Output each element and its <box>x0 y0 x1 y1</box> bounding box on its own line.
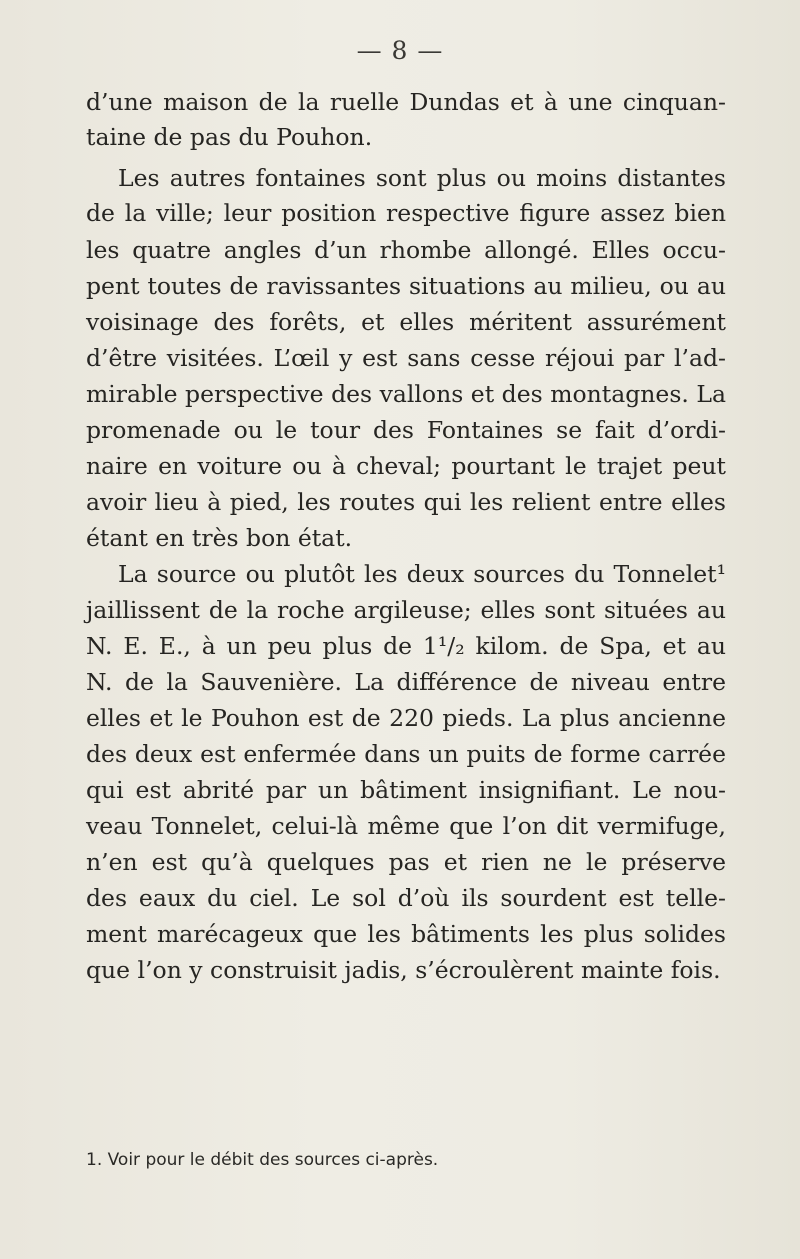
text-line: La source ou plutôt les deux sources du Tonnelet¹ <box>118 560 726 588</box>
text-line: les quatre angles d’un rhombe allongé. Elles occu- <box>86 236 726 264</box>
text-line: elles et le Pouhon est de 220 pieds. La plus ancienne <box>86 704 726 732</box>
text-line: des eaux du ciel. Le sol d’où ils sourdent est telle- <box>86 884 726 912</box>
text-line: avoir lieu à pied, les routes qui les relient entre elles <box>86 488 726 516</box>
footnote: 1. Voir pour le débit des sources ci-après. <box>86 1150 439 1170</box>
text-line: N. de la Sauvenière. La différence de niveau entre <box>86 668 726 696</box>
text-line: Les autres fontaines sont plus ou moins distantes <box>118 164 726 192</box>
text-line: d’être visitées. L’œil y est sans cesse réjoui par l’ad- <box>86 344 726 372</box>
text-line: n’en est qu’à quelques pas et rien ne le préserve <box>86 848 726 876</box>
text-line: que l’on y construisit jadis, s’écroulèrent mainte fois. <box>86 956 721 984</box>
text-line: qui est abrité par un bâtiment insignifiant. Le nou- <box>86 776 726 804</box>
text-line: veau Tonnelet, celui-là même que l’on dit vermifuge, <box>86 812 726 840</box>
text-line: ment marécageux que les bâtiments les plus solides <box>86 920 726 948</box>
text-line: des deux est enfermée dans un puits de forme carrée <box>86 740 726 768</box>
text-line: promenade ou le tour des Fontaines se fait d’ordi- <box>86 416 726 444</box>
text-line: jaillissent de la roche argileuse; elles sont situées au <box>86 596 726 624</box>
text-line: naire en voiture ou à cheval; pourtant le trajet peut <box>86 452 726 480</box>
page-number: — 8 — <box>356 36 444 65</box>
text-line: de la ville; leur position respective figure assez bien <box>86 199 726 227</box>
text-line: N. E. E., à un peu plus de 1¹/₂ kilom. de Spa, et au <box>86 632 726 660</box>
text-line: mirable perspective des vallons et des montagnes. La <box>86 380 726 408</box>
text-line: d’une maison de la ruelle Dundas et à une cinquan- <box>86 88 726 116</box>
text-line: pent toutes de ravissantes situations au milieu, ou au <box>86 272 726 300</box>
text-line: voisinage des forêts, et elles méritent assurément <box>86 308 726 336</box>
text-line: taine de pas du Pouhon. <box>86 123 373 151</box>
text-line: étant en très bon état. <box>86 524 353 552</box>
